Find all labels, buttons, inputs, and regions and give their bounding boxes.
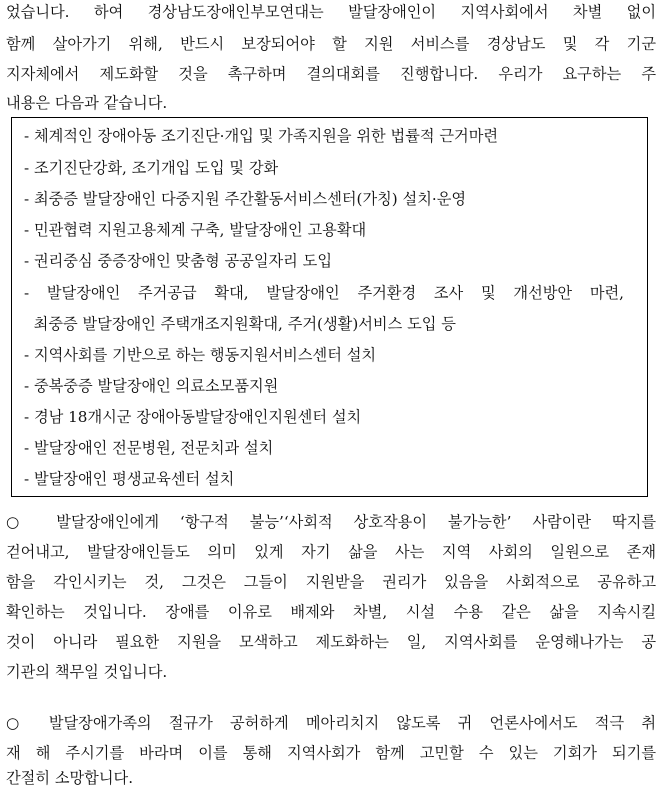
demand-item: - 경남 18개시군 장애아동발달장애인지원센터 설치 [24,408,362,426]
para1-line-5: 것이 아니라 필요한 지원을 모색하고 제도화하는 일, 지역사회를 운영해나가는 공 [6,633,656,651]
para1-line-6: 기관의 책무일 것입니다. [6,663,168,681]
intro-line-3: 지자체에서 제도화할 것을 촉구하며 결의대회를 진행합니다. 우리가 요구하는 주 [6,65,656,83]
demand-item: - 조기진단강화, 조기개입 도입 및 강화 [24,159,279,177]
demand-item: - 권리중심 중증장애인 맞춤형 공공일자리 도입 [24,252,333,270]
para2-line-1: ○ 발달장애가족의 절규가 공허하게 메아리치지 않도록 귀 언론사에서도 적극 취 [6,714,656,732]
para1-line-1: ○ 발달장애인에게 ‘항구적 불능’‘사회적 상호작용이 불가능한’ 사람이란 딱지를 [6,513,656,531]
demand-item: - 민관협력 지원고용체계 구축, 발달장애인 고용확대 [24,221,367,239]
demand-item: - 발달장애인 평생교육센터 설치 [24,470,235,488]
intro-line-4: 내용은 다음과 같습니다. [6,94,168,112]
para2-line-3: 간절히 소망합니다. [6,769,134,787]
para1-line-4: 확인하는 것입니다. 장애를 이유로 배제와 차별, 시설 수용 같은 삶을 지속시킬 [6,603,656,621]
demand-item: - 중복중증 발달장애인 의료소모품지원 [24,377,279,395]
demands-box [11,117,648,497]
demand-item: - 발달장애인 주거공급 확대, 발달장애인 주거환경 조사 및 개선방안 마련, [24,284,624,302]
para1-line-3: 함을 각인시키는 것, 그것은 그들이 지원받을 권리가 있음을 사회적으로 공유하고 [6,573,656,591]
para1-line-2: 걷어내고, 발달장애인들도 의미 있게 자기 삶을 사는 지역 사회의 일원으로 존재 [6,543,656,561]
demand-item-continued: 최중증 발달장애인 주택개조지원확대, 주거(생활)서비스 도입 등 [24,315,456,333]
demand-item: - 지역사회를 기반으로 하는 행동지원서비스센터 설치 [24,346,377,364]
intro-line-1: 었습니다. 하여 경상남도장애인부모연대는 발달장애인이 지역사회에서 차별 없이 [6,3,656,21]
para2-line-2: 재 해 주시기를 바라며 이를 통해 지역사회가 함께 고민할 수 있는 기회가 되기를 [6,744,656,762]
demand-item: - 발달장애인 전문병원, 전문치과 설치 [24,439,274,457]
demand-item: - 최중증 발달장애인 다중지원 주간활동서비스센터(가칭) 설치·운영 [24,190,467,208]
demand-item: - 체계적인 장애아동 조기진단·개입 및 가족지원을 위한 법률적 근거마련 [24,127,499,145]
intro-line-2: 함께 살아가기 위해, 반드시 보장되어야 할 지원 서비스를 경상남도 및 각 기군 [6,35,656,53]
